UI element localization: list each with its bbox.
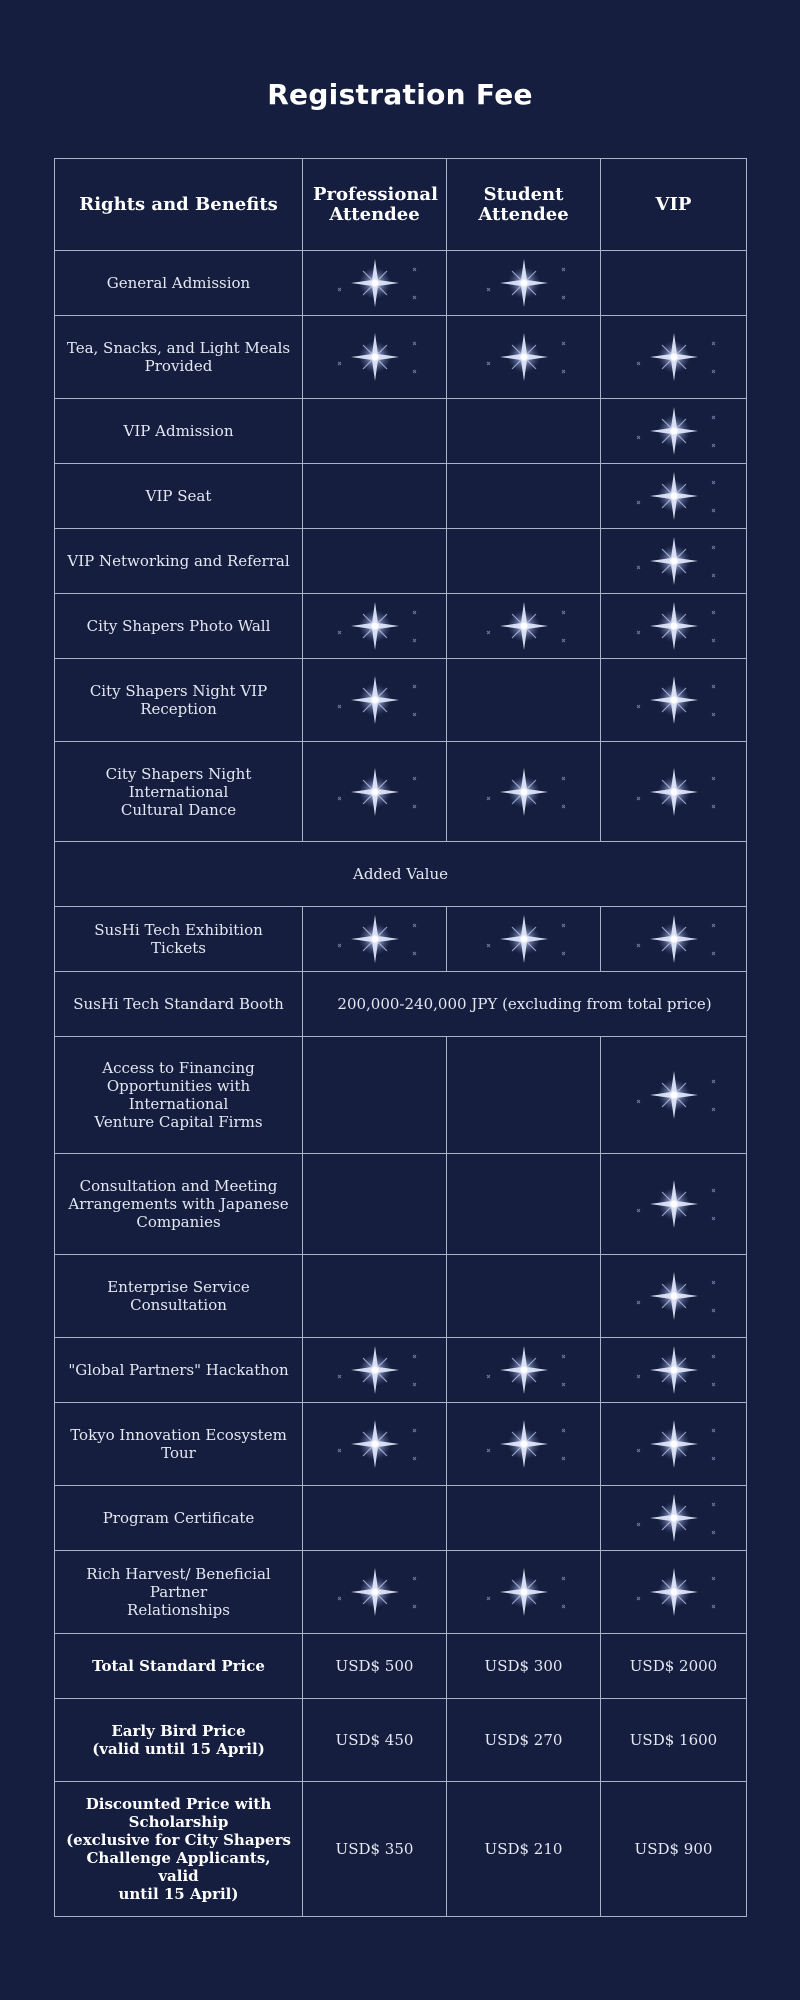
booth-row <box>55 972 747 1037</box>
included-cell-professional <box>303 1486 447 1551</box>
included-cell-vip <box>601 1403 747 1486</box>
price-row <box>55 1699 747 1782</box>
benefit-row <box>55 251 747 316</box>
included-cell-student <box>447 529 601 594</box>
price-value-professional: USD$ 450 <box>303 1699 447 1782</box>
included-cell-vip <box>601 1338 747 1403</box>
price-value-professional: USD$ 500 <box>303 1634 447 1699</box>
added-benefit-row <box>55 1255 747 1338</box>
benefit-row <box>55 464 747 529</box>
sparkle-star-icon <box>629 1067 719 1123</box>
price-label: Discounted Price with Scholarship (exclusive for City Shapers Challenge Applicants, valid until 15 April) <box>55 1782 303 1917</box>
price-value-student: USD$ 300 <box>447 1634 601 1699</box>
benefit-label: Program Certificate <box>55 1486 303 1551</box>
sparkle-star-icon <box>330 598 420 654</box>
included-cell-vip <box>601 251 747 316</box>
benefit-row <box>55 594 747 659</box>
included-cell-student <box>447 742 601 842</box>
included-cell-student <box>447 659 601 742</box>
sparkle-star-icon <box>479 1342 569 1398</box>
benefit-label: Enterprise Service Consultation <box>55 1255 303 1338</box>
price-label: Early Bird Price (valid until 15 April) <box>55 1699 303 1782</box>
included-cell-professional <box>303 742 447 842</box>
benefit-label: Tea, Snacks, and Light Meals Provided <box>55 316 303 399</box>
included-cell-vip <box>601 659 747 742</box>
sparkle-star-icon <box>629 764 719 820</box>
included-cell-professional <box>303 1403 447 1486</box>
included-cell-professional <box>303 399 447 464</box>
page-title: Registration Fee <box>267 78 533 111</box>
included-cell-student <box>447 316 601 399</box>
included-cell-professional <box>303 659 447 742</box>
sparkle-star-icon <box>479 255 569 311</box>
added-benefit-row <box>55 1338 747 1403</box>
included-cell-vip <box>601 1154 747 1255</box>
benefit-label: City Shapers Night VIP Reception <box>55 659 303 742</box>
included-cell-professional <box>303 907 447 972</box>
price-row <box>55 1634 747 1699</box>
benefit-row <box>55 399 747 464</box>
price-value-vip: USD$ 1600 <box>601 1699 747 1782</box>
included-cell-vip <box>601 1037 747 1154</box>
sparkle-star-icon <box>479 911 569 967</box>
registration-fee-table <box>54 158 747 1917</box>
benefit-label: City Shapers Photo Wall <box>55 594 303 659</box>
included-cell-student <box>447 251 601 316</box>
included-cell-professional <box>303 594 447 659</box>
sparkle-star-icon <box>330 255 420 311</box>
price-value-vip: USD$ 900 <box>601 1782 747 1917</box>
sparkle-star-icon <box>330 764 420 820</box>
included-cell-student <box>447 1486 601 1551</box>
sparkle-star-icon <box>330 1342 420 1398</box>
header-rights-and-benefits: Rights and Benefits <box>55 159 303 251</box>
sparkle-star-icon <box>629 672 719 728</box>
sparkle-star-icon <box>629 598 719 654</box>
included-cell-professional <box>303 1338 447 1403</box>
price-row <box>55 1782 747 1917</box>
included-cell-professional <box>303 464 447 529</box>
included-cell-vip <box>601 1486 747 1551</box>
included-cell-student <box>447 907 601 972</box>
added-benefit-row <box>55 1154 747 1255</box>
included-cell-professional <box>303 1037 447 1154</box>
included-cell-professional <box>303 316 447 399</box>
sparkle-star-icon <box>330 911 420 967</box>
sparkle-star-icon <box>629 1416 719 1472</box>
booth-price: 200,000-240,000 JPY (excluding from total price) <box>303 972 747 1037</box>
benefit-label: General Admission <box>55 251 303 316</box>
benefit-label: VIP Networking and Referral <box>55 529 303 594</box>
sparkle-star-icon <box>479 764 569 820</box>
benefit-label: VIP Admission <box>55 399 303 464</box>
added-benefit-row <box>55 1403 747 1486</box>
benefit-label: City Shapers Night International Cultural Dance <box>55 742 303 842</box>
header-professional-attendee: Professional Attendee <box>303 159 447 251</box>
added-value-row <box>55 842 747 907</box>
sparkle-star-icon <box>330 329 420 385</box>
benefit-row <box>55 659 747 742</box>
benefit-label: Tokyo Innovation Ecosystem Tour <box>55 1403 303 1486</box>
included-cell-professional <box>303 529 447 594</box>
included-cell-student <box>447 1551 601 1634</box>
benefit-row <box>55 316 747 399</box>
price-value-vip: USD$ 2000 <box>601 1634 747 1699</box>
benefit-label: Access to Financing Opportunities with International Venture Capital Firms <box>55 1037 303 1154</box>
header-vip: VIP <box>601 159 747 251</box>
included-cell-vip <box>601 529 747 594</box>
sparkle-star-icon <box>479 1416 569 1472</box>
sparkle-star-icon <box>479 329 569 385</box>
included-cell-professional <box>303 251 447 316</box>
benefit-row <box>55 742 747 842</box>
included-cell-student <box>447 399 601 464</box>
sparkle-star-icon <box>330 1564 420 1620</box>
sparkle-star-icon <box>629 1176 719 1232</box>
included-cell-professional <box>303 1154 447 1255</box>
included-cell-vip <box>601 1255 747 1338</box>
added-benefit-row <box>55 1551 747 1634</box>
sparkle-star-icon <box>330 672 420 728</box>
added-value-label: Added Value <box>55 842 747 907</box>
sparkle-star-icon <box>629 1342 719 1398</box>
sparkle-star-icon <box>479 1564 569 1620</box>
sparkle-star-icon <box>629 911 719 967</box>
included-cell-student <box>447 1338 601 1403</box>
booth-label: SusHi Tech Standard Booth <box>55 972 303 1037</box>
included-cell-vip <box>601 907 747 972</box>
added-benefit-row <box>55 1486 747 1551</box>
included-cell-professional <box>303 1255 447 1338</box>
sparkle-star-icon <box>629 1268 719 1324</box>
header-student-attendee: Student Attendee <box>447 159 601 251</box>
sparkle-star-icon <box>629 468 719 524</box>
benefit-label: Consultation and Meeting Arrangements with Japanese Companies <box>55 1154 303 1255</box>
included-cell-student <box>447 1255 601 1338</box>
sparkle-star-icon <box>330 1416 420 1472</box>
included-cell-vip <box>601 316 747 399</box>
benefit-label: VIP Seat <box>55 464 303 529</box>
included-cell-student <box>447 464 601 529</box>
sparkle-star-icon <box>629 533 719 589</box>
included-cell-student <box>447 1154 601 1255</box>
included-cell-vip <box>601 1551 747 1634</box>
benefit-label: Rich Harvest/ Beneficial Partner Relationships <box>55 1551 303 1634</box>
sparkle-star-icon <box>479 598 569 654</box>
included-cell-professional <box>303 1551 447 1634</box>
sparkle-star-icon <box>629 1564 719 1620</box>
price-value-student: USD$ 270 <box>447 1699 601 1782</box>
included-cell-student <box>447 1403 601 1486</box>
included-cell-student <box>447 594 601 659</box>
price-value-student: USD$ 210 <box>447 1782 601 1917</box>
included-cell-student <box>447 1037 601 1154</box>
sparkle-star-icon <box>629 403 719 459</box>
added-benefit-row <box>55 907 747 972</box>
price-label: Total Standard Price <box>55 1634 303 1699</box>
benefit-row <box>55 529 747 594</box>
sparkle-star-icon <box>629 329 719 385</box>
included-cell-vip <box>601 399 747 464</box>
table-header-row <box>55 159 747 251</box>
included-cell-vip <box>601 464 747 529</box>
benefit-label: "Global Partners" Hackathon <box>55 1338 303 1403</box>
benefit-label: SusHi Tech Exhibition Tickets <box>55 907 303 972</box>
included-cell-vip <box>601 594 747 659</box>
added-benefit-row <box>55 1037 747 1154</box>
sparkle-star-icon <box>629 1490 719 1546</box>
included-cell-vip <box>601 742 747 842</box>
price-value-professional: USD$ 350 <box>303 1782 447 1917</box>
